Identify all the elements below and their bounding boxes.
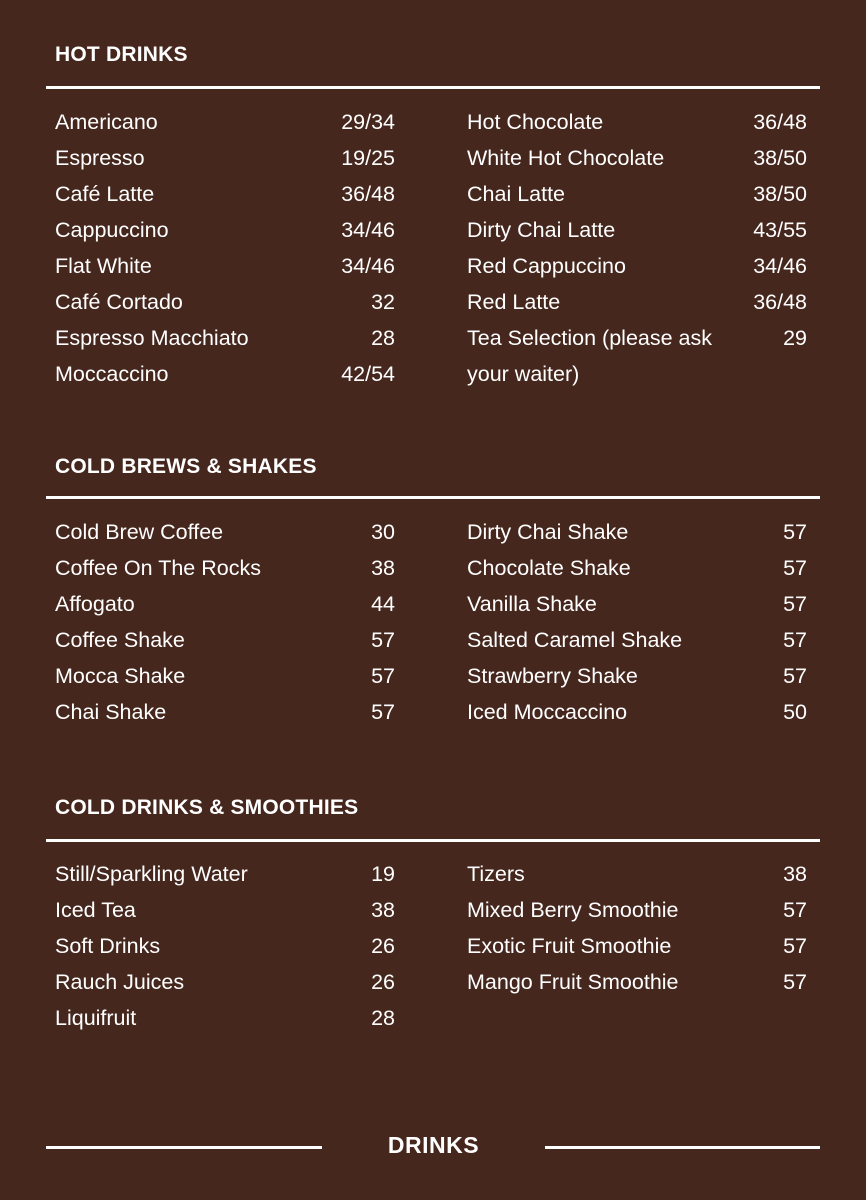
menu-item	[55, 928, 395, 964]
item-name: Espresso Macchiato	[55, 326, 249, 350]
item-price: 38/50	[753, 146, 807, 170]
item-price: 34/46	[341, 254, 395, 278]
item-name: Rauch Juices	[55, 970, 185, 994]
item-price: 30	[371, 520, 395, 544]
item-name: Vanilla Shake	[467, 592, 597, 616]
footer-label: DRINKS	[387, 1132, 480, 1158]
item-price: 38	[783, 862, 807, 886]
item-price: 36/48	[753, 110, 807, 134]
menu-item	[467, 514, 807, 550]
item-price: 34/46	[753, 254, 807, 278]
item-price: 29	[783, 326, 807, 350]
item-name: Tizers	[467, 862, 525, 886]
item-name: Chai Latte	[467, 182, 566, 206]
footer	[0, 1130, 866, 1166]
left-column	[55, 104, 395, 392]
menu-item	[467, 248, 807, 284]
menu-item	[467, 284, 807, 320]
menu-item	[467, 928, 807, 964]
item-name: Strawberry Shake	[467, 664, 638, 688]
item-price: 57	[783, 664, 807, 688]
menu-item	[467, 104, 807, 140]
section-title: COLD DRINKS & SMOOTHIES	[55, 796, 359, 819]
item-price: 26	[371, 970, 395, 994]
item-price: 57	[783, 934, 807, 958]
item-name: Liquifruit	[55, 1006, 137, 1030]
menu-item	[55, 248, 395, 284]
section-divider	[46, 839, 820, 842]
right-column	[467, 856, 807, 1000]
item-name: Café Cortado	[55, 290, 183, 314]
item-name: Still/Sparkling Water	[55, 862, 248, 886]
item-name: Iced Tea	[55, 898, 136, 922]
section-title: COLD BREWS & SHAKES	[55, 455, 317, 478]
item-price: 42/54	[341, 362, 395, 386]
menu-item	[467, 586, 807, 622]
item-price: 36/48	[753, 290, 807, 314]
menu-item	[467, 964, 807, 1000]
item-name: Salted Caramel Shake	[467, 628, 683, 652]
menu-item	[55, 356, 395, 392]
item-name: Espresso	[55, 146, 145, 170]
menu-item	[55, 104, 395, 140]
item-price: 57	[783, 898, 807, 922]
menu-item	[467, 892, 807, 928]
menu-item	[55, 176, 395, 212]
item-price: 57	[783, 970, 807, 994]
menu-item	[467, 212, 807, 248]
item-price: 26	[371, 934, 395, 958]
item-name: Mixed Berry Smoothie	[467, 898, 679, 922]
item-name: Mango Fruit Smoothie	[467, 970, 679, 994]
menu-item	[467, 320, 807, 392]
item-name: Affogato	[55, 592, 135, 616]
menu-item	[467, 622, 807, 658]
menu-item	[55, 622, 395, 658]
item-price: 19	[371, 862, 395, 886]
right-column	[467, 514, 807, 730]
menu-item	[467, 658, 807, 694]
item-name: Exotic Fruit Smoothie	[467, 934, 672, 958]
item-price: 28	[371, 326, 395, 350]
item-name: Iced Moccaccino	[467, 700, 628, 724]
item-price: 19/25	[341, 146, 395, 170]
item-name: Cold Brew Coffee	[55, 520, 224, 544]
item-price: 50	[783, 700, 807, 724]
left-column	[55, 856, 395, 1036]
item-name: Coffee Shake	[55, 628, 185, 652]
footer-divider-left	[46, 1146, 322, 1149]
item-price: 29/34	[341, 110, 395, 134]
menu-item	[55, 550, 395, 586]
item-name: Chai Shake	[55, 700, 167, 724]
item-name: Americano	[55, 110, 158, 134]
section-divider	[46, 496, 820, 499]
menu-item	[55, 658, 395, 694]
item-price: 57	[783, 556, 807, 580]
item-name: Flat White	[55, 254, 152, 278]
item-price: 38	[371, 898, 395, 922]
item-name: White Hot Chocolate	[467, 146, 665, 170]
menu-item	[55, 856, 395, 892]
menu-item	[55, 140, 395, 176]
item-name: Soft Drinks	[55, 934, 161, 958]
menu-item	[55, 694, 395, 730]
item-price: 57	[783, 520, 807, 544]
menu-item	[467, 550, 807, 586]
item-name: Dirty Chai Shake	[467, 520, 629, 544]
item-name: Moccaccino	[55, 362, 169, 386]
menu-item	[55, 514, 395, 550]
menu-item	[467, 140, 807, 176]
menu-item	[55, 212, 395, 248]
footer-divider-right	[545, 1146, 820, 1149]
menu-item	[55, 320, 395, 356]
menu-item	[55, 284, 395, 320]
item-price: 38	[371, 556, 395, 580]
item-price: 38/50	[753, 182, 807, 206]
item-price: 36/48	[341, 182, 395, 206]
item-price: 34/46	[341, 218, 395, 242]
left-column	[55, 514, 395, 730]
menu-item	[467, 176, 807, 212]
menu-item	[467, 694, 807, 730]
section-divider	[46, 86, 820, 89]
item-price: 57	[371, 700, 395, 724]
item-price: 32	[371, 290, 395, 314]
menu-item	[55, 964, 395, 1000]
item-name: Coffee On The Rocks	[55, 556, 261, 580]
item-name: Red Latte	[467, 290, 561, 314]
item-price: 43/55	[753, 218, 807, 242]
item-price: 57	[783, 628, 807, 652]
item-name: Mocca Shake	[55, 664, 186, 688]
item-name: Dirty Chai Latte	[467, 218, 616, 242]
menu-item	[55, 586, 395, 622]
menu-item	[55, 892, 395, 928]
item-name: Red Cappuccino	[467, 254, 626, 278]
item-price: 57	[783, 592, 807, 616]
right-column	[467, 104, 807, 392]
item-price: 28	[371, 1006, 395, 1030]
item-name: Café Latte	[55, 182, 155, 206]
item-price: 44	[371, 592, 395, 616]
menu-item	[467, 856, 807, 892]
item-price: 57	[371, 628, 395, 652]
item-name: Tea Selection (please ask your waiter)	[467, 326, 713, 386]
item-name: Hot Chocolate	[467, 110, 604, 134]
item-name: Chocolate Shake	[467, 556, 631, 580]
item-name: Cappuccino	[55, 218, 169, 242]
item-price: 57	[371, 664, 395, 688]
section-title: HOT DRINKS	[55, 43, 188, 66]
menu-item	[55, 1000, 395, 1036]
